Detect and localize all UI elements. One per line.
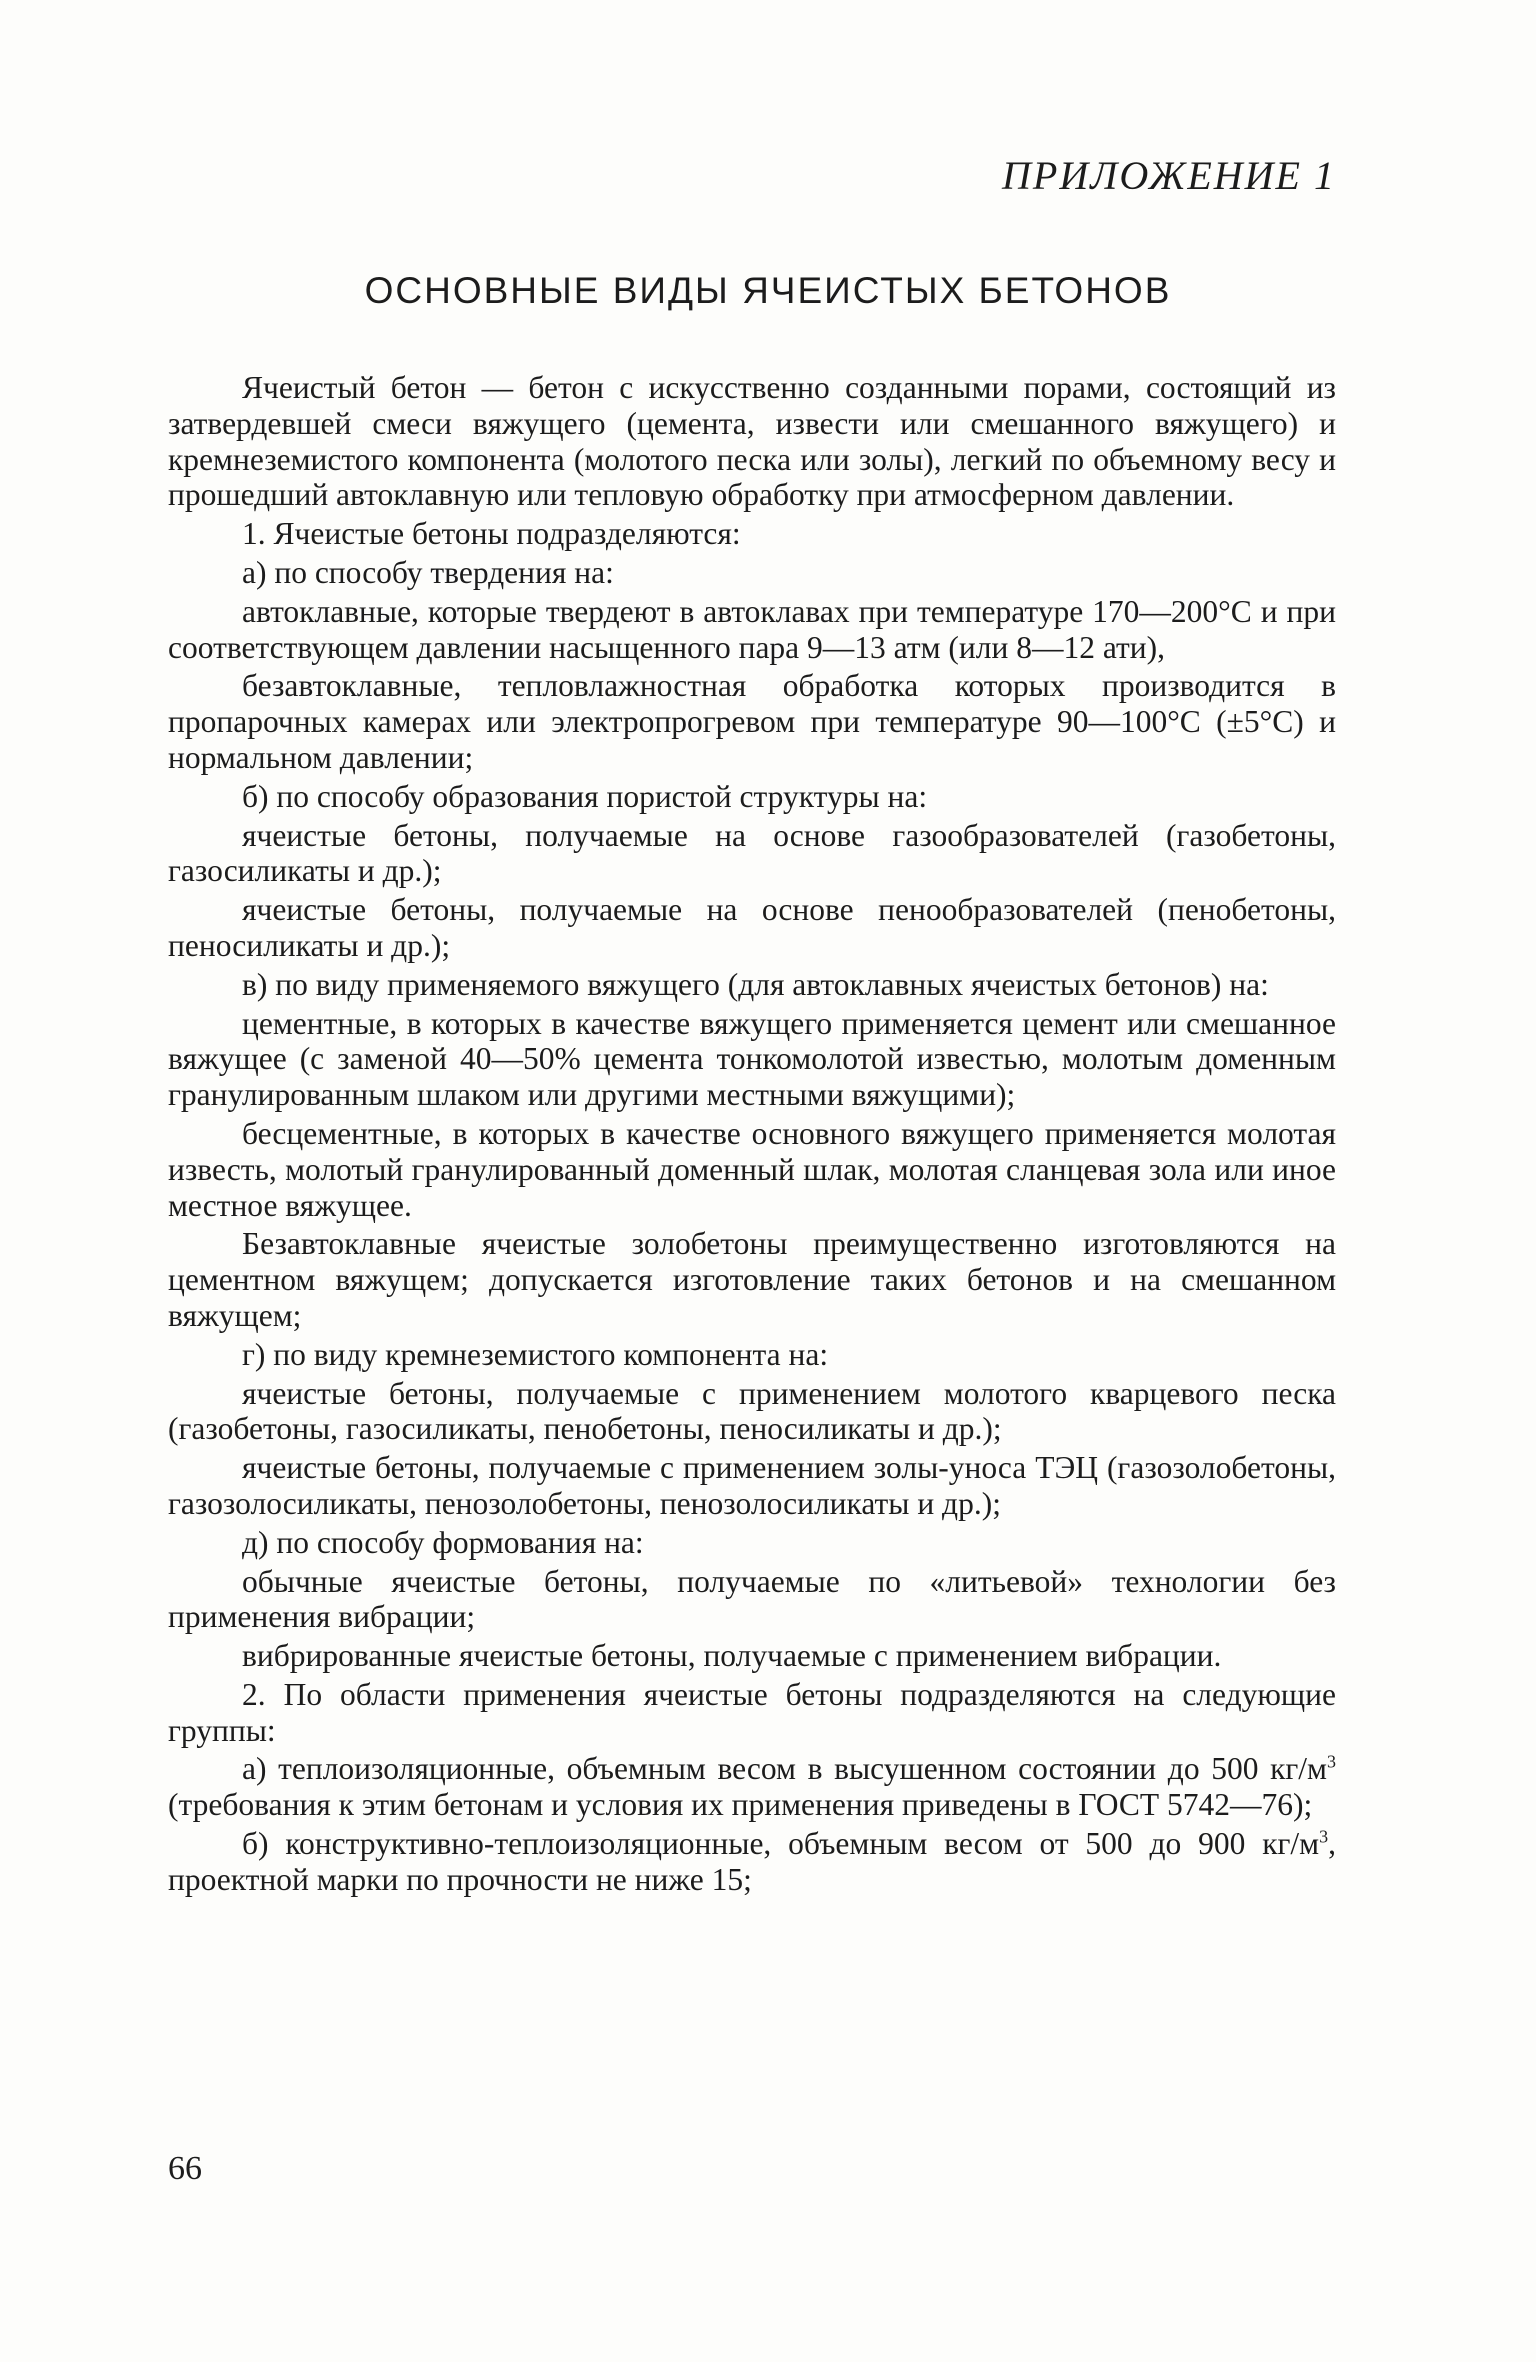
paragraph: 1. Ячеистые бетоны подразделяются: <box>242 516 741 552</box>
paragraph: г) по виду кремнеземистого компонента на: <box>242 1336 829 1372</box>
paragraph: вибрированные ячеистые бетоны, получаемые с применением вибрации. <box>242 1638 1222 1674</box>
paragraph-text: (требования к этим бетонам и условия их применения приведены в ГОСТ 5742—76); <box>168 1787 1313 1823</box>
page-number: 66 <box>168 2150 202 2187</box>
paragraph-text: а) теплоизоляционные, объемным весом в высушенном состоянии до 500 кг/м <box>242 1751 1327 1787</box>
paragraph <box>168 1751 1336 1823</box>
page-title: ОСНОВНЫЕ ВИДЫ ЯЧЕИСТЫХ БЕТОНОВ <box>364 270 1172 311</box>
paragraph: 2. По области применения ячеистые бетоны подразделяются на следующие группы: <box>168 1676 1336 1748</box>
paragraph: ячеистые бетоны, получаемые на основе пенообразователей (пенобетоны, пеносиликаты и др.); <box>168 892 1336 963</box>
appendix-label: ПРИЛОЖЕНИЕ 1 <box>1002 153 1336 198</box>
superscript: 3 <box>1327 1751 1336 1772</box>
paragraph: ячеистые бетоны, получаемые с применением золы-уноса ТЭЦ (газозолобетоны, газозолосиликаты, пенозолобетоны, пенозолосиликаты и др.); <box>168 1450 1336 1521</box>
paragraph: ячеистые бетоны, получаемые на основе газообразователей (газобетоны, газосиликаты и др.); <box>168 817 1336 889</box>
paragraph: Безавтоклавные ячеистые золобетоны преимущественно изготовляются на цементном вяжущем; допускается изготовление таких бетонов и на смешанном вяжущем; <box>168 1226 1336 1333</box>
paragraph-text: б) конструктивно-теплоизоляционные, объемным весом от 500 до 900 кг/м <box>242 1826 1320 1862</box>
paragraph: б) по способу образования пористой структуры на: <box>242 778 928 814</box>
paragraph: в) по виду применяемого вяжущего (для автоклавных ячеистых бетонов) на: <box>242 966 1269 1002</box>
paragraph: Ячеистый бетон — бетон с искусственно созданными порами, состоящий из затвердевшей смеси вяжущего (цемента, извести или смешанного вяжущего) и кремнеземистого компонента (молотого песка или золы), легкий по объемному весу и прошедший автоклавную или тепловую обработку при атмосферном давлении. <box>168 370 1336 513</box>
paragraph: безавтоклавные, тепловлажностная обработка которых производится в пропарочных камерах или электропрогревом при температуре 90—100°С (±5°С) и нормальном давлении; <box>168 668 1336 775</box>
paragraph-text: , проектной марки по прочности не ниже 15; <box>168 1826 1336 1897</box>
paragraph: д) по способу формования на: <box>242 1524 644 1560</box>
paragraph: цементные, в которых в качестве вяжущего применяется цемент или смешанное вяжущее (с заменой 40—50% цемента тонкомолотой известью, молотым доменным гранулированным шлаком или другими местными вяжущими); <box>168 1005 1336 1113</box>
body-text <box>168 370 1336 1901</box>
paragraph: автоклавные, которые твердеют в автоклавах при температуре 170—200°С и при соответствующем давлении насыщенного пара 9—13 атм (или 8—12 ати), <box>168 593 1336 665</box>
paragraph: обычные ячеистые бетоны, получаемые по «литьевой» технологии без применения вибрации; <box>168 1563 1336 1635</box>
paragraph: ячеистые бетоны, получаемые с применением молотого кварцевого песка (газобетоны, газосиликаты, пенобетоны, пеносиликаты и др.); <box>168 1375 1336 1447</box>
paragraph <box>168 1826 1336 1898</box>
paragraph: бесцементные, в которых в качестве основного вяжущего применяется молотая известь, молотый гранулированный доменный шлак, молотая сланцевая зола или иное местное вяжущее. <box>168 1115 1336 1223</box>
paragraph: а) по способу твердения на: <box>242 554 614 590</box>
superscript: 3 <box>1319 1826 1329 1847</box>
